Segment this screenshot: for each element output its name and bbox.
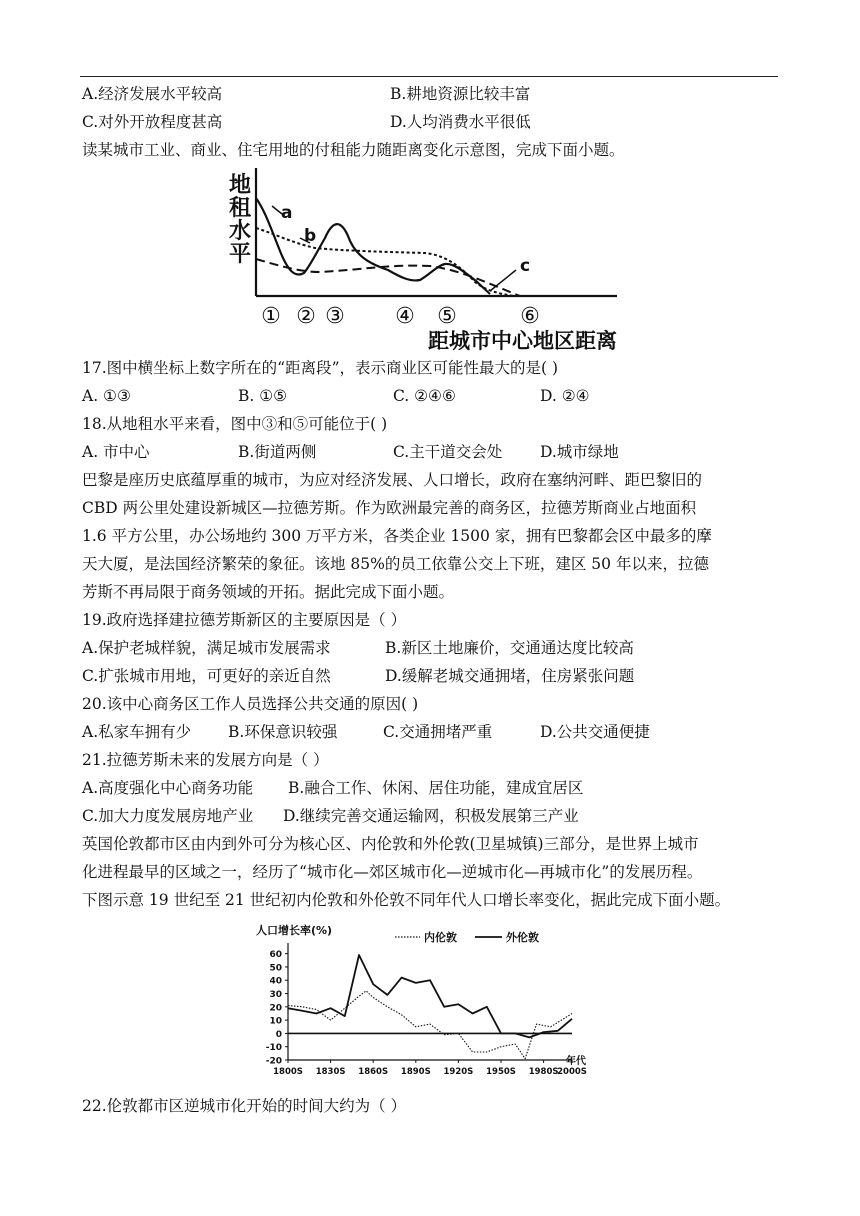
figure1-xlabel: 距城市中心地区距离 <box>428 329 617 352</box>
figure1-ylabel-char: 水 <box>229 219 252 244</box>
legend-outer-label: 外伦敦 <box>506 931 539 944</box>
tick-6: ⑥ <box>520 304 540 329</box>
passage2-line: CBD 两公里处建设新城区—拉德芳斯。作为欧洲最完善的商务区，拉德芳斯商业占地面积 <box>82 499 697 517</box>
q21-option-c: C.加大力度发展房地产业 <box>82 807 254 825</box>
y-tick-label: 0 <box>275 1029 282 1040</box>
tick-3: ③ <box>325 304 345 329</box>
passage2-line: 芳斯不再局限于商务领域的开拓。据此完成下面小题。 <box>82 583 455 601</box>
passage3-line: 化进程最早的区域之一，经历了“城市化—郊区城市化—逆城市化—再城市化”的发展历程。 <box>82 863 703 881</box>
tick-1: ① <box>261 304 281 329</box>
figure1-ylabel-char: 平 <box>229 242 252 267</box>
leader-c <box>490 270 516 291</box>
q22-stem: 22.伦敦都市区逆城市化开始的时间大约为（ ） <box>82 1097 407 1115</box>
tick-4: ④ <box>395 304 415 329</box>
series-line-outer-london <box>288 955 572 1037</box>
x-tick-label: 1920S <box>443 1067 474 1077</box>
curve-c <box>256 259 520 296</box>
q18-option-a: A. 市中心 <box>82 443 150 461</box>
q17-option-d: D. ②④ <box>540 387 590 405</box>
x-tick-label: 1980S <box>528 1067 559 1077</box>
q19-stem: 19.政府选择建拉德芳斯新区的主要原因是（ ） <box>82 611 407 629</box>
x-tick-label: 1800S <box>273 1067 303 1077</box>
tick-5: ⑤ <box>437 304 457 329</box>
q18-stem: 18.从地租水平来看，图中③和⑤可能位于( ) <box>82 415 388 433</box>
y-tick-label: 30 <box>269 990 282 1001</box>
x-tick-label: 1860S <box>358 1067 389 1077</box>
curve-b <box>256 228 515 296</box>
q20-option-a: A.私家车拥有少 <box>82 723 192 741</box>
q20-option-b: B.环保意识较强 <box>228 723 338 741</box>
x-tick-label: 1950S <box>486 1067 516 1077</box>
q18-option-d: D.城市绿地 <box>540 443 619 461</box>
passage3-line: 英国伦敦都市区由内到外可分为核心区、内伦敦和外伦敦(卫星城镇)三部分，是世界上城市 <box>82 835 699 853</box>
q21-option-a: A.高度强化中心商务功能 <box>82 779 254 797</box>
london-population-chart <box>250 918 600 1090</box>
top-rule <box>80 76 778 77</box>
q19-option-b: B.新区土地廉价，交通通达度比较高 <box>385 639 634 657</box>
y-tick-label: 40 <box>269 976 282 987</box>
x-tick-label: 2000S <box>557 1067 587 1077</box>
series-line-inner-london <box>288 991 572 1059</box>
y-tick-label: -20 <box>265 1056 282 1067</box>
figure1-ylabel-char: 地 <box>229 173 252 198</box>
passage3-line: 下图示意 19 世纪至 21 世纪初内伦敦和外伦敦不同年代人口增长率变化，据此完成下面小题。 <box>82 891 731 909</box>
q16-option-a: A.经济发展水平较高 <box>82 85 223 103</box>
x-tick-label: 1890S <box>400 1067 431 1077</box>
chart-xlabel: 年代 <box>566 1056 586 1067</box>
passage2-line: 1.6 平方公里，办公场地约 300 万平方米，各类企业 1500 家，拥有巴黎都会区中最多的摩 <box>82 527 712 545</box>
curve-label-c: c <box>520 256 531 276</box>
q17-option-a: A. ①③ <box>82 387 131 405</box>
chart-ylabel: 人口增长率(%) <box>256 924 333 937</box>
q16-option-c: C.对外开放程度甚高 <box>82 113 223 131</box>
q18-option-c: C.主干道交会处 <box>393 443 503 461</box>
x-tick-label: 1830S <box>315 1067 346 1077</box>
tick-2: ② <box>296 304 316 329</box>
q21-option-d: D.继续完善交通运输网，积极发展第三产业 <box>283 807 579 825</box>
y-tick-label: -10 <box>265 1043 282 1054</box>
q19-option-d: D.缓解老城交通拥堵，住房紧张问题 <box>385 667 635 685</box>
rent-bid-figure <box>220 166 640 352</box>
q16-option-b: B.耕地资源比较丰富 <box>390 85 531 103</box>
q18-option-b: B.街道两侧 <box>238 443 317 461</box>
q21-stem: 21.拉德芳斯未来的发展方向是（ ） <box>82 751 329 769</box>
q16-option-d: D.人均消费水平很低 <box>390 113 531 131</box>
q20-option-c: C.交通拥堵严重 <box>383 723 493 741</box>
intro-text-1: 读某城市工业、商业、住宅用地的付租能力随距离变化示意图，完成下面小题。 <box>82 141 625 159</box>
y-tick-label: 20 <box>269 1003 282 1014</box>
q19-option-a: A.保护老城样貌，满足城市发展需求 <box>82 639 331 657</box>
legend-inner-label: 内伦敦 <box>424 931 457 944</box>
passage2-line: 巴黎是座历史底蕴厚重的城市，为应对经济发展、人口增长，政府在塞纳河畔、距巴黎旧的 <box>82 471 703 489</box>
q19-option-c: C.扩张城市用地，可更好的亲近自然 <box>82 667 331 685</box>
q21-option-b: B.融合工作、休闲、居住功能，建成宜居区 <box>288 779 584 797</box>
figure1-ylabel-char: 租 <box>229 196 252 221</box>
q17-option-c: C. ②④⑥ <box>393 387 456 405</box>
q20-option-d: D.公共交通便捷 <box>540 723 650 741</box>
q17-option-b: B. ①⑤ <box>238 387 288 405</box>
q20-stem: 20.该中心商务区工作人员选择公共交通的原因( ) <box>82 695 419 713</box>
y-tick-label: 10 <box>269 1016 282 1027</box>
y-tick-label: 60 <box>269 950 282 961</box>
curve-label-a: a <box>281 203 293 223</box>
q17-stem: 17.图中横坐标上数字所在的“距离段”，表示商业区可能性最大的是( ) <box>82 359 559 377</box>
y-tick-label: 50 <box>269 963 282 974</box>
passage2-line: 天大厦，是法国经济繁荣的象征。该地 85%的员工依靠公交上下班，建区 50 年以来，拉德 <box>82 555 709 573</box>
curve-label-b: b <box>304 226 317 246</box>
